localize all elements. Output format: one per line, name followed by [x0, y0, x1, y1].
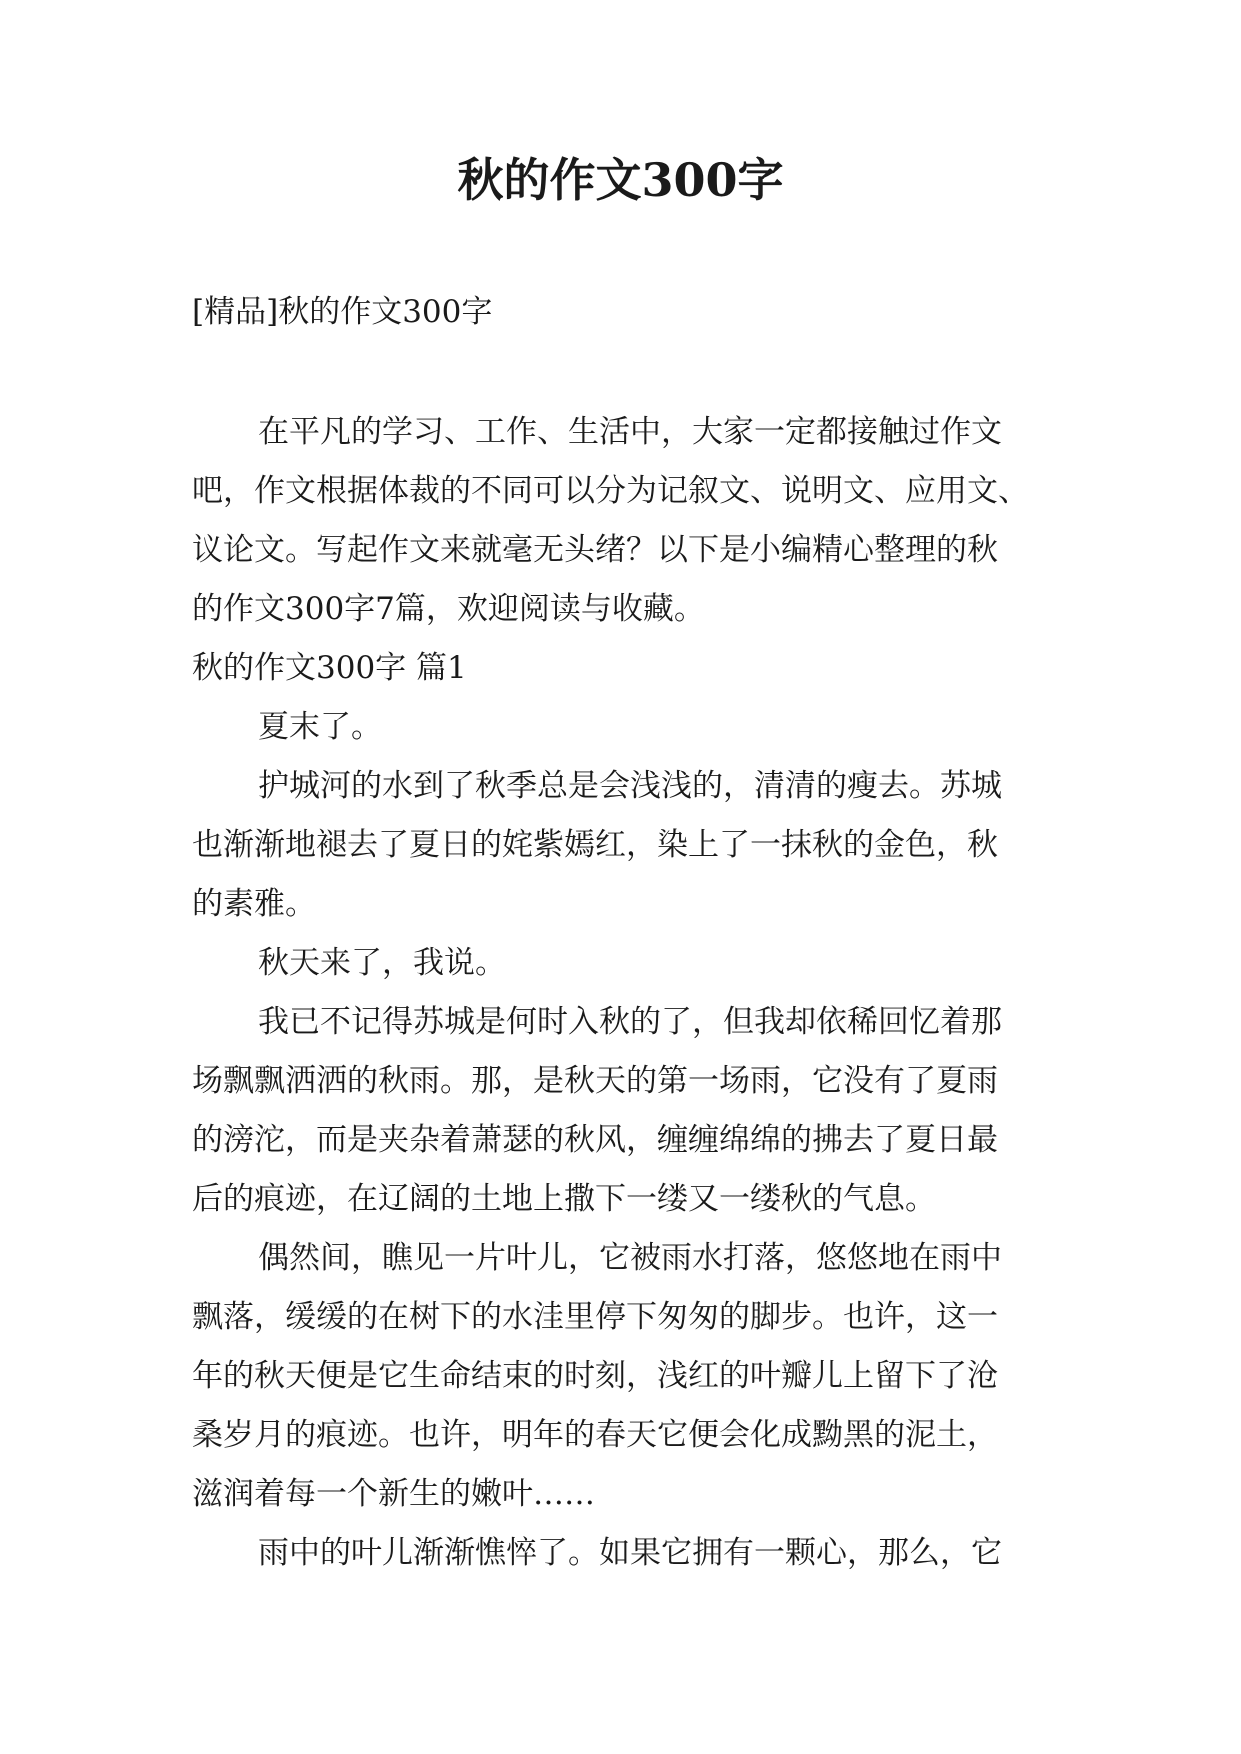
- text-line: 场飘飘洒洒的秋雨。那，是秋天的第一场雨，它没有了夏雨: [192, 1063, 998, 1099]
- paragraph: [192, 1524, 1072, 1583]
- paragraph: [192, 698, 1072, 757]
- paragraph: [192, 403, 1072, 639]
- text-line: 的滂沱，而是夹杂着萧瑟的秋风，缠缠绵绵的拂去了夏日最: [192, 1122, 998, 1158]
- document-subtitle: [精品]秋的作文300字: [192, 294, 493, 330]
- paragraph: [192, 1229, 1072, 1524]
- text-line: 飘落，缓缓的在树下的水洼里停下匆匆的脚步。也许，这一: [192, 1299, 998, 1335]
- paragraph: [192, 993, 1072, 1229]
- document-title: 秋的作文300字: [457, 153, 784, 207]
- text-line: 在平凡的学习、工作、生活中，大家一定都接触过作文: [258, 414, 1002, 450]
- text-line: 滋润着每一个新生的嫩叶……: [192, 1476, 595, 1512]
- text-line: 吧，作文根据体裁的不同可以分为记叙文、说明文、应用文、: [192, 473, 1029, 509]
- text-line: 年的秋天便是它生命结束的时刻，浅红的叶瓣儿上留下了沧: [192, 1358, 998, 1394]
- text-line: 我已不记得苏城是何时入秋的了，但我却依稀回忆着那: [258, 1004, 1002, 1040]
- text-line: 也渐渐地褪去了夏日的姹紫嫣红，染上了一抹秋的金色，秋: [192, 827, 998, 863]
- text-line: 夏末了。: [258, 709, 382, 745]
- text-line: 的作文300字7篇，欢迎阅读与收藏。: [192, 591, 705, 627]
- paragraph: [192, 934, 1072, 993]
- text-line: 秋天来了，我说。: [258, 945, 506, 981]
- document-body: [192, 403, 1072, 1583]
- text-line: 护城河的水到了秋季总是会浅浅的，清清的瘦去。苏城: [258, 768, 1002, 804]
- text-line: 的素雅。: [192, 886, 316, 922]
- text-line: 偶然间，瞧见一片叶儿，它被雨水打落，悠悠地在雨中: [258, 1240, 1002, 1276]
- text-line: 后的痕迹，在辽阔的土地上撒下一缕又一缕秋的气息。: [192, 1181, 936, 1217]
- section-heading: [192, 639, 1072, 698]
- text-line: 秋的作文300字 篇1: [192, 650, 467, 686]
- text-line: 议论文。写起作文来就毫无头绪？以下是小编精心整理的秋: [192, 532, 998, 568]
- text-line: 桑岁月的痕迹。也许，明年的春天它便会化成黝黑的泥土，: [192, 1417, 998, 1453]
- paragraph: [192, 757, 1072, 934]
- text-line: 雨中的叶儿渐渐憔悴了。如果它拥有一颗心，那么，它: [258, 1535, 1002, 1571]
